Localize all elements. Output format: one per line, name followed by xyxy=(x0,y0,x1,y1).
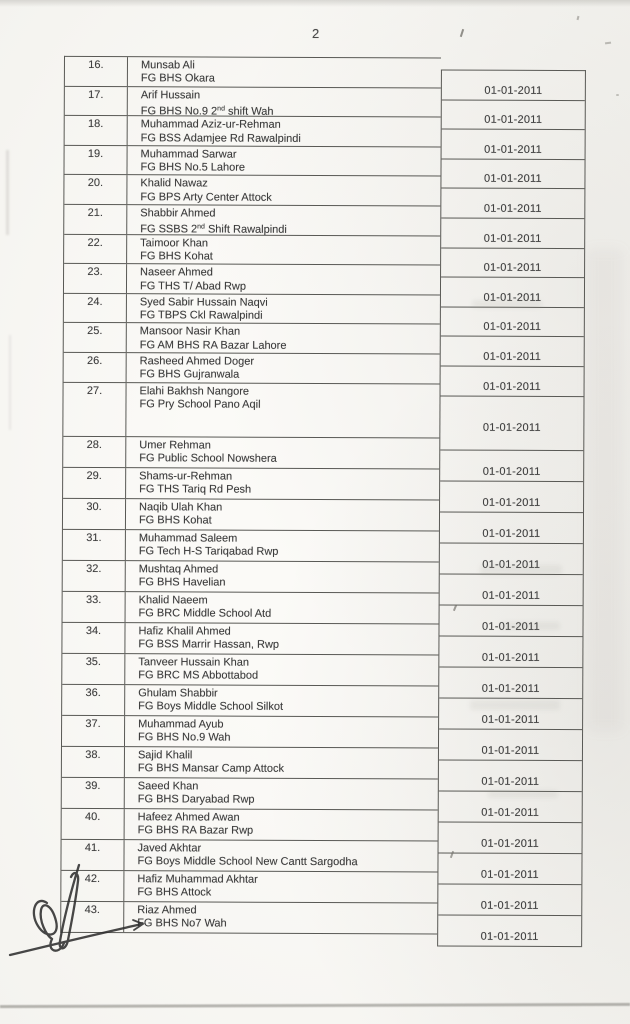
person-name: Mansoor Nasir Khan xyxy=(139,325,241,338)
serial-cell: 37. xyxy=(62,715,125,745)
name-cell xyxy=(126,530,439,561)
person-name: Muhammad Saleem xyxy=(138,531,238,545)
school-name: FG BHS RA Bazar Rwp xyxy=(137,824,254,837)
date-value: 01-01-2011 xyxy=(481,837,540,850)
person-name: Elahi Bakhsh Nangore xyxy=(139,384,250,398)
date-value: 01-01-2011 xyxy=(483,321,542,334)
serial-cell: 36. xyxy=(62,684,125,714)
date-value: 01-01-2011 xyxy=(483,380,542,393)
name-cell xyxy=(127,176,440,206)
date-value: 01-01-2011 xyxy=(481,744,540,757)
date-value: 01-01-2011 xyxy=(483,173,542,186)
date-value: 01-01-2011 xyxy=(480,868,539,881)
person-name: Naqib Ulah Khan xyxy=(139,500,223,514)
serial-cell: 18. xyxy=(65,116,128,145)
person-name: Taimoor Khan xyxy=(140,236,209,250)
name-cell xyxy=(127,235,440,265)
scan-smudge xyxy=(480,565,562,575)
person-name: Hafeez Ahmed Awan xyxy=(137,810,240,824)
table-row xyxy=(63,467,439,500)
date-value: 01-01-2011 xyxy=(482,589,541,602)
scan-smudge xyxy=(588,250,622,730)
date-cell xyxy=(441,159,584,189)
school-name: FG BHS No7 Wah xyxy=(137,917,227,930)
person-name: Hafiz Khalil Ahmed xyxy=(138,624,231,638)
roster-left-grid xyxy=(60,56,441,934)
date-cell xyxy=(440,396,583,451)
name-cell xyxy=(126,437,439,468)
person-name: Shams-ur-Rehman xyxy=(139,469,233,483)
person-name: Naseer Ahmed xyxy=(140,266,213,279)
serial-cell: 29. xyxy=(63,467,126,497)
date-cell xyxy=(439,822,582,854)
school-name: FG BRC MS Abbottabod xyxy=(138,669,259,682)
school-name: FG BHS Okara xyxy=(140,72,215,85)
date-cell xyxy=(439,667,582,699)
person-name: Rasheed Ahmed Doger xyxy=(139,355,255,368)
signature-scribble-icon xyxy=(2,843,172,963)
school-name: FG Public School Nowshera xyxy=(139,452,277,465)
date-value: 01-01-2011 xyxy=(484,143,543,156)
school-name: FG THS T/ Abad Rwp xyxy=(139,279,246,293)
person-name: Umer Rehman xyxy=(139,438,211,452)
school-name: FG BHS Mansar Camp Attock xyxy=(137,762,285,775)
school-name: FG AM BHS RA Bazar Lahore xyxy=(139,338,287,352)
date-cell xyxy=(438,915,581,947)
school-name: FG BPS Arty Center Attock xyxy=(140,190,272,204)
name-cell xyxy=(126,499,439,530)
person-name: Munsab Ali xyxy=(140,59,195,72)
name-cell xyxy=(125,654,438,685)
name-cell xyxy=(128,57,441,87)
scan-streak xyxy=(9,335,11,430)
school-name: FG BHS No.5 Lahore xyxy=(140,161,246,174)
date-cell xyxy=(438,853,581,885)
person-name: Javed Akhtar xyxy=(137,841,202,854)
person-name: Khalid Nawaz xyxy=(140,177,208,190)
roster-table xyxy=(60,56,587,958)
name-cell xyxy=(126,383,439,437)
person-name: Saeed Khan xyxy=(137,779,199,792)
serial-cell: 39. xyxy=(62,777,125,807)
school-name: FG BHS Kohat xyxy=(138,514,212,527)
person-name: Muhammad Ayub xyxy=(138,717,224,731)
name-cell xyxy=(128,87,441,117)
scan-speck xyxy=(605,42,611,44)
date-cell xyxy=(440,450,583,482)
page-edge-shadow xyxy=(0,1003,630,1008)
school-name: FG BHS Havelian xyxy=(138,576,226,589)
school-name: FG BSS Adamjee Rd Rawalpindi xyxy=(140,131,301,145)
name-cell xyxy=(126,468,439,499)
table-row xyxy=(64,323,440,354)
scan-streak xyxy=(6,150,9,235)
serial-cell: 43. xyxy=(61,901,124,931)
table-row xyxy=(65,116,441,147)
table-row xyxy=(62,808,438,841)
date-value: 01-01-2011 xyxy=(483,291,542,304)
date-cell xyxy=(441,337,584,367)
name-cell xyxy=(125,623,438,654)
table-row xyxy=(64,234,440,265)
scan-speck xyxy=(616,94,619,96)
table-row xyxy=(64,175,440,206)
serial-cell: 23. xyxy=(64,264,127,293)
table-row xyxy=(64,146,440,177)
name-cell xyxy=(126,592,439,623)
date-value: 01-01-2011 xyxy=(482,527,541,540)
date-value: 01-01-2011 xyxy=(484,113,543,127)
serial-cell: 22. xyxy=(64,234,127,263)
name-cell xyxy=(127,323,440,353)
serial-cell: 20. xyxy=(64,175,127,204)
table-row xyxy=(65,57,441,88)
school-name: FG THS Tariq Rd Pesh xyxy=(139,483,252,496)
school-name: FG BHS Daryabad Rwp xyxy=(137,793,255,806)
table-row xyxy=(63,591,439,624)
date-value: 01-01-2011 xyxy=(482,465,541,478)
name-cell xyxy=(125,716,438,747)
date-value: 01-01-2011 xyxy=(481,713,540,726)
serial-cell: 34. xyxy=(62,622,125,652)
school-name: FG SSBS 2nd Shift Rawalpindi xyxy=(140,223,287,237)
person-name: Hafiz Muhammad Akhtar xyxy=(137,872,258,886)
serial-cell: 21. xyxy=(64,205,127,234)
date-cell xyxy=(440,574,583,606)
date-cell xyxy=(441,218,584,248)
page-number: 2 xyxy=(312,26,320,41)
name-cell xyxy=(127,353,440,383)
date-value: 01-01-2011 xyxy=(482,496,541,509)
person-name: Shabbir Ahmed xyxy=(140,207,216,220)
table-row xyxy=(63,382,439,438)
name-cell xyxy=(127,205,440,235)
date-cell xyxy=(441,307,584,337)
scan-smudge xyxy=(472,300,542,308)
school-name: FG Tech H-S Tariqabad Rwp xyxy=(138,545,279,558)
serial-cell: 40. xyxy=(62,808,125,838)
date-value: 01-01-2011 xyxy=(483,261,542,275)
table-row xyxy=(62,684,438,717)
date-cell xyxy=(442,130,585,160)
serial-cell: 26. xyxy=(64,353,127,382)
date-value: 01-01-2011 xyxy=(482,558,541,571)
table-row xyxy=(62,746,438,779)
date-value: 01-01-2011 xyxy=(482,620,541,633)
scan-speck xyxy=(577,16,580,20)
table-row xyxy=(63,560,439,593)
school-name: FG BHS Gujranwala xyxy=(139,368,240,381)
date-cell xyxy=(441,248,584,278)
serial-cell: 31. xyxy=(63,529,126,559)
name-cell xyxy=(127,264,440,294)
serial-cell: 30. xyxy=(63,498,126,528)
date-cell xyxy=(439,636,582,668)
date-value: 01-01-2011 xyxy=(481,775,540,788)
school-name: FG Pry School Pano Aqil xyxy=(139,398,261,411)
date-value: 01-01-2011 xyxy=(481,806,540,819)
date-value: 01-01-2011 xyxy=(482,421,541,434)
date-cell xyxy=(439,760,582,792)
name-cell xyxy=(125,809,438,840)
serial-cell: 16. xyxy=(65,57,128,86)
name-cell xyxy=(125,778,438,809)
person-name: Ghulam Shabbir xyxy=(138,686,218,700)
date-value: 01-01-2011 xyxy=(484,84,543,97)
name-cell xyxy=(127,294,440,324)
serial-cell: 38. xyxy=(62,746,125,776)
table-row xyxy=(63,498,439,531)
person-name: Muhammad Sarwar xyxy=(140,147,237,161)
serial-cell: 28. xyxy=(63,436,126,466)
date-cell xyxy=(442,71,585,101)
serial-cell: 25. xyxy=(64,323,127,352)
table-row xyxy=(62,622,438,655)
scan-smudge xyxy=(470,700,560,710)
school-name: FG BHS No.9 2nd shift Wah xyxy=(140,105,274,118)
date-cell xyxy=(441,189,584,219)
date-cell xyxy=(441,366,584,396)
school-name: FG BSS Marrir Hassan, Rwp xyxy=(138,638,280,651)
person-name: Riaz Ahmed xyxy=(137,903,197,916)
date-cell xyxy=(438,884,581,916)
table-row xyxy=(64,294,440,325)
date-value: 01-01-2011 xyxy=(483,202,542,215)
person-name: Arif Hussain xyxy=(140,88,201,102)
date-cell xyxy=(442,100,585,130)
scan-smudge xyxy=(500,622,560,630)
serial-cell: 35. xyxy=(62,653,125,683)
date-value: 01-01-2011 xyxy=(483,232,542,245)
school-name: FG Boys Middle School Silkot xyxy=(138,700,284,713)
date-cell xyxy=(440,512,583,544)
scan-speck xyxy=(460,29,464,37)
serial-cell: 27. xyxy=(63,382,126,435)
date-cell xyxy=(440,481,583,513)
person-name: Tanveer Hussain Khan xyxy=(138,655,250,669)
roster-date-grid xyxy=(437,70,586,947)
person-name: Sajid Khalil xyxy=(137,748,193,761)
scan-smudge xyxy=(488,790,558,798)
name-cell xyxy=(125,685,438,716)
table-row xyxy=(63,529,439,562)
table-row xyxy=(64,353,440,384)
school-name: FG Boys Middle School New Cantt Sargodha xyxy=(137,855,358,869)
date-value: 01-01-2011 xyxy=(483,350,542,363)
name-cell xyxy=(125,747,438,778)
school-name: FG TBPS Ckl Rawalpindi xyxy=(139,309,263,322)
name-cell xyxy=(126,561,439,592)
table-row xyxy=(63,436,439,469)
table-row xyxy=(62,777,438,810)
date-value: 01-01-2011 xyxy=(480,930,539,943)
serial-cell: 41. xyxy=(61,839,124,869)
date-cell xyxy=(439,605,582,637)
school-name: FG BHS No.9 Wah xyxy=(138,731,231,744)
serial-cell: 19. xyxy=(64,146,127,175)
date-cell xyxy=(439,729,582,761)
person-name: Syed Sabir Hussain Naqvi xyxy=(139,295,268,309)
serial-cell: 32. xyxy=(63,560,126,590)
date-value: 01-01-2011 xyxy=(481,651,540,664)
name-cell xyxy=(127,146,440,176)
table-row xyxy=(62,715,438,748)
school-name: FG BHS Kohat xyxy=(140,250,213,263)
person-name: Mushtaq Ahmed xyxy=(138,562,219,576)
person-name: Muhammad Aziz-ur-Rehman xyxy=(140,118,281,131)
school-name: FG BRC Middle School Atd xyxy=(138,607,272,620)
serial-cell: 17. xyxy=(65,86,128,115)
person-name: Khalid Naeem xyxy=(138,593,208,607)
name-cell xyxy=(128,116,441,146)
table-row xyxy=(65,86,441,117)
date-value: 01-01-2011 xyxy=(480,899,539,912)
serial-cell: 33. xyxy=(63,591,126,621)
table-row xyxy=(64,205,440,236)
school-name: FG BHS Attock xyxy=(137,886,212,899)
table-row xyxy=(64,264,440,295)
serial-cell: 42. xyxy=(61,870,124,900)
serial-cell: 24. xyxy=(64,294,127,323)
table-row xyxy=(62,653,438,686)
date-value: 01-01-2011 xyxy=(481,682,540,695)
